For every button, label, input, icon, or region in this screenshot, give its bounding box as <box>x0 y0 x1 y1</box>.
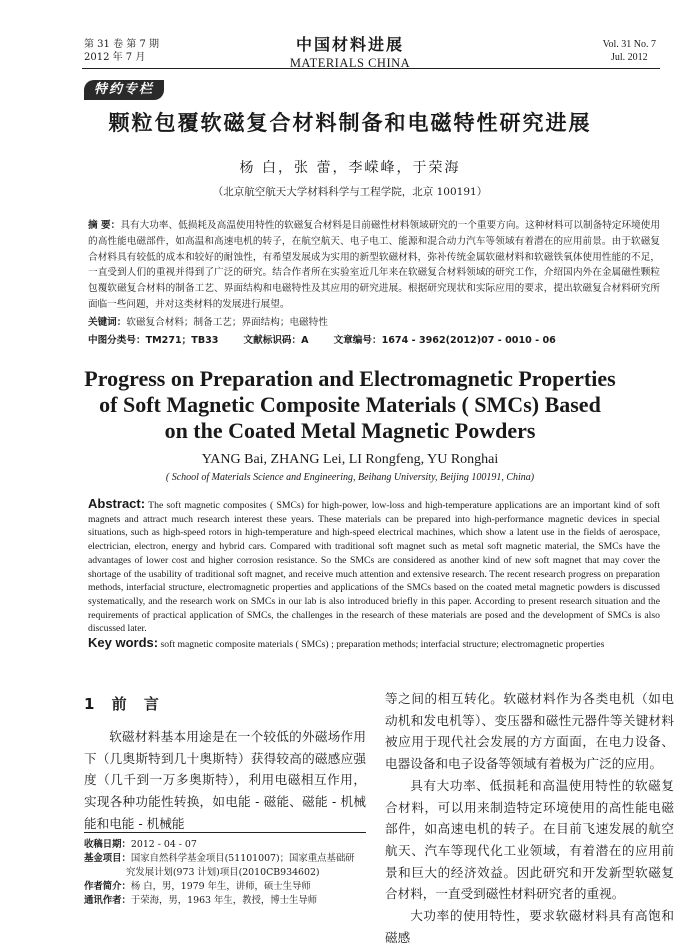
issue-volume: 第 31 卷 第 7 期 <box>84 39 159 50</box>
body-paragraph: 软磁材料基本用途是在一个较低的外磁场作用下（几奥斯特到几十奥斯特）获得较高的磁感应强度（几千到一万多奥斯特），利用电磁相互作用，实现各种功能性转换，如电能 - 磁能、磁能 - 机械能和电能 - 机械能 <box>84 729 366 831</box>
left-column <box>84 726 366 835</box>
corresponding-label: 通讯作者： <box>84 895 131 906</box>
issue-date: 2012 年 7 月 <box>84 52 146 63</box>
section-heading-introduction: 1 前 言 <box>84 695 165 713</box>
title-en <box>60 366 640 444</box>
journal-name <box>0 32 700 71</box>
footnote-fund-cont <box>84 866 374 880</box>
keywords-en <box>88 636 660 652</box>
issue-date-en: Jul. 2012 <box>610 52 648 63</box>
body-paragraph: 等之间的相互转化。软磁材料作为各类电机（如电动机和发电机等）、变压器和磁性元器件等关键材料被应用于现代社会发展的方方面面，在电力设备、电器设备和电子设备等领域有着极为广泛的应用。 <box>385 691 674 772</box>
affiliation-cn: （北京航空航天大学材料科学与工程学院，北京 100191） <box>212 186 488 198</box>
footnote-rule <box>84 832 366 833</box>
footnotes <box>84 838 374 908</box>
footnote-fund <box>84 852 374 866</box>
keywords-cn-text: 软磁复合材料；制备工艺；界面结构；电磁特性 <box>126 317 328 328</box>
keywords-en-label: Key words: <box>88 635 159 650</box>
fund-text-2: 究发展计划(973 计划)项目(2010CB934602) <box>126 867 320 878</box>
clc-label: 中图分类号： <box>88 335 146 346</box>
doc-code-value: A <box>301 335 309 346</box>
abstract-cn-label: 摘 要： <box>88 220 121 231</box>
feature-column-tag: 特约专栏 <box>84 80 164 100</box>
footnote-author <box>84 880 374 894</box>
received-label: 收稿日期： <box>84 839 131 850</box>
right-column <box>385 688 674 948</box>
footnote-received <box>84 838 374 852</box>
abstract-cn-text: 具有大功率、低损耗及高温使用特性的软磁复合材料是目前磁性材料领域研究的一个重要方向。这种材料可以制备特定环境使用的高性能电磁部件，如高温和高速电机的转子，在航空航天、电子电工、能源和混合动力汽车等领域有着潜在的应用前景。由于软磁复合材料具有较低的成本和较好的耐蚀性，有希望发展成为实用的新型软磁材料，弥补传统金属软磁材料和软磁铁氧体使用性能的不足，一直受到人们的重视并得到了广泛的研究。结合作者所在实验室近几年来在软磁复合材料领域的研究工作，介绍国内外在金属磁性颗粒包覆软磁复合材料的制备工艺、界面结构和电磁特性及其应用的研究进展。根据研究现状和实际应用的要求，提出软磁复合材料研究所面临一些问题，并对这类材料的发展进行展望。 <box>88 220 661 310</box>
title-en-line: on the Coated Metal Magnetic Powders <box>164 418 536 443</box>
journal-name-cn: 中国材料进展 <box>295 35 404 54</box>
author-bio-label: 作者简介： <box>84 881 131 892</box>
abstract-en-text: The soft magnetic composites ( SMCs) for high-power, low-loss and high-temperature applications are an important kind of soft magnets and attract much research interest these years. These materials can be prepared into high-performance magnetic devices in special situations, such as high-speed rotors in high-temperature and high-speed electrical machines, which show a latent use in the fields of aerospace, electrician, electron, energy and hybrid cars. Compared with traditional soft magnet such as metal soft magnetic material, the SMCs have the advantages of lower cost and higher corrosion resistance. So the SMCs are considered as another kind of new soft magnet that may cover the shortage of the usability of traditional soft magnet, and receive much attention and extensive research. The recent research progress on preparation methods, interfacial structure, electromagnetic properties and applications of the SMCs based on the coated metal magnetic powders is discussed systematically, and the research work on SMCs in our lab is also introduced briefly in this paper. According to present research situation and the requirements of practical application of SMCs, the challenges in the research of these materials are posed and the development of SMCs is also discussed later. <box>88 500 660 635</box>
title-en-line: Progress on Preparation and Electromagnetic Properties <box>84 366 616 391</box>
authors-cn: 杨 白，张 蕾，李嵘峰，于荣海 <box>239 160 461 176</box>
keywords-cn <box>88 315 660 331</box>
abstract-en <box>88 497 660 636</box>
title-cn: 颗粒包覆软磁复合材料制备和电磁特性研究进展 <box>108 110 592 135</box>
authors-en: YANG Bai, ZHANG Lei, LI Rongfeng, YU Ronghai <box>201 452 499 467</box>
journal-name-en: MATERIALS CHINA <box>289 56 411 70</box>
keywords-en-text: soft magnetic composite materials ( SMCs) ; preparation methods; interfacial structure; electromagnetic properties <box>158 639 605 650</box>
article-number-label: 文章编号： <box>333 335 382 346</box>
clc-value: TM271；TB33 <box>145 335 219 346</box>
fund-text-1: 国家自然科学基金项目(51101007)；国家重点基础研 <box>130 853 355 864</box>
article-number-value: 1674 - 3962(2012)07 - 0010 - 06 <box>381 335 556 346</box>
abstract-en-label: Abstract: <box>88 496 146 511</box>
footnote-corresponding <box>84 894 374 908</box>
author-bio: 杨 白，男，1979 年生，讲师，硕士生导师 <box>130 881 311 892</box>
keywords-cn-label: 关键词： <box>88 317 127 328</box>
issue-volume-en: Vol. 31 No. 7 <box>602 39 656 50</box>
doc-code-label: 文献标识码： <box>243 335 302 346</box>
received-date: 2012 - 04 - 07 <box>130 839 197 850</box>
body-paragraph: 大功率的使用特性，要求软磁材料具有高饱和磁感 <box>385 908 674 945</box>
body-paragraph: 具有大功率、低损耗和高温使用特性的软磁复合材料，可以用来制造特定环境使用的高性能电磁部件，如高速电机的转子。在目前飞速发展的航空航天、汽车等现代化工业领域，有着潜在的应用前景和巨大的经济效益。因此研究和开发新型软磁复合材料，一直受到磁性材料研究者的重视。 <box>385 777 674 902</box>
abstract-cn <box>88 218 660 313</box>
issue-info-en <box>603 38 656 64</box>
fund-label: 基金项目： <box>84 853 131 864</box>
corresponding-bio: 于荣海，男，1963 年生，教授，博士生导师 <box>130 895 318 906</box>
title-en-line: of Soft Magnetic Composite Materials ( SMCs) Based <box>99 392 601 417</box>
affiliation-en: ( School of Materials Science and Engineering, Beihang University, Beijing 100191, China) <box>165 472 535 483</box>
classification-line <box>88 333 660 349</box>
header-rule <box>82 68 660 69</box>
